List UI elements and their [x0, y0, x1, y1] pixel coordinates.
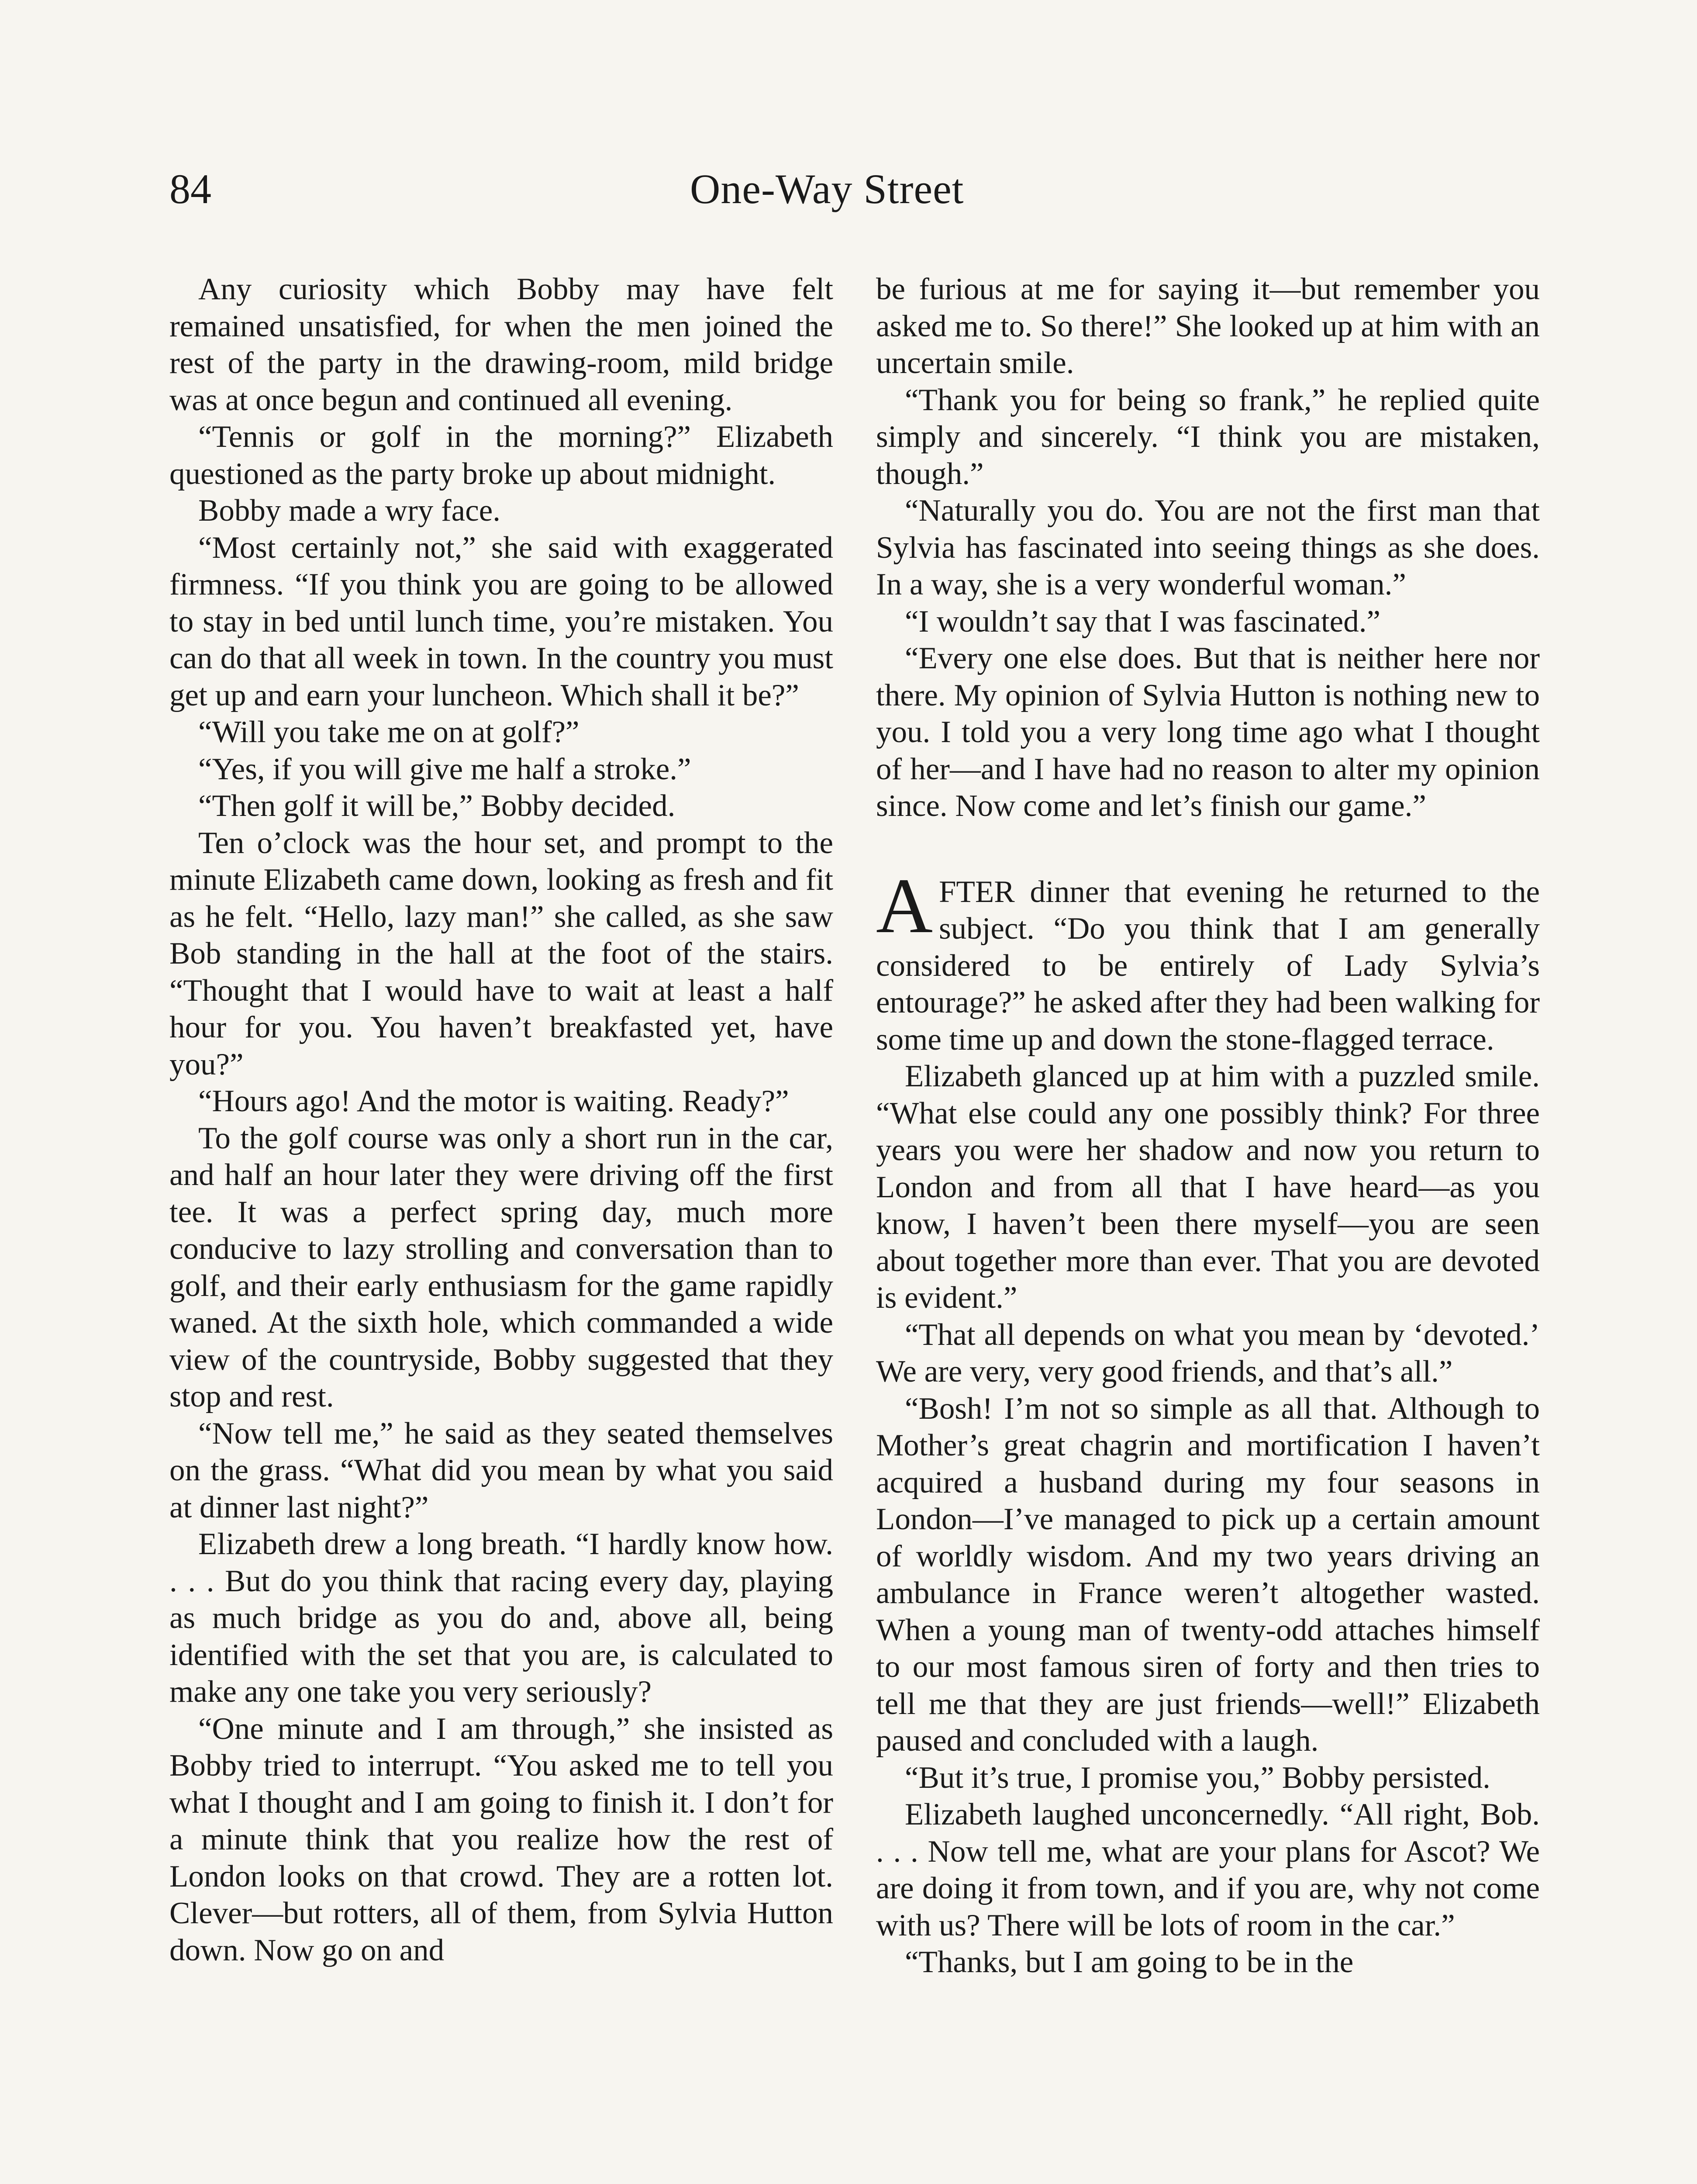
paragraph: “Thank you for being so frank,” he replied quite simply and sincerely. “I think you are mistaken, though.”: [876, 383, 1540, 491]
paragraph: “Bosh! I’m not so simple as all that. Although to Mother’s great chagrin and mortification I haven’t acquired a husband during my four seasons in London—I’ve managed to pick up a certain amount of worldly wisdom. And my two years driving an ambulance in France weren’t altogether wasted. When a young man of twenty-odd attaches himself to our most famous siren of forty and then tries to tell me that they are just friends—well!” Elizabeth paused and concluded with a laugh.: [876, 1391, 1540, 1758]
paragraph: To the golf course was only a short run in the car, and half an hour later they were driving off the first tee. It was a perfect spring day, much more conducive to lazy strolling and conversation than to golf, and their early enthusiasm for the game rapidly waned. At the sixth hole, which commanded a wide view of the countryside, Bobby suggested that they stop and rest.: [169, 1121, 833, 1413]
paragraph: “That all depends on what you mean by ‘devoted.’ We are very, very good friends, and that’s all.”: [876, 1317, 1540, 1389]
paragraph: Elizabeth glanced up at him with a puzzled smile. “What else could any one possibly think? For three years you were her shadow and now you return to London and from all that I have heard—as you know, I haven’t been there myself—you are seen about together more than ever. That you are devoted is evident.”: [876, 1059, 1540, 1315]
paragraph: “Now tell me,” he said as they seated themselves on the grass. “What did you mean by what you said at dinner last night?”: [169, 1416, 833, 1524]
paragraph: “I wouldn’t say that I was fascinated.”: [905, 604, 1380, 639]
paragraph: Bobby made a wry face.: [198, 494, 500, 528]
paragraph: “Naturally you do. You are not the first man that Sylvia has fascinated into seeing things as she does. In a way, she is a very wonderful woman.”: [876, 494, 1540, 601]
paragraph: “Yes, if you will give me half a stroke.”: [198, 752, 691, 786]
running-head: One-Way Street: [690, 166, 964, 212]
paragraph: “Most certainly not,” she said with exaggerated firmness. “If you think you are going to be allowed to stay in bed until lunch time, you’re mistaken. You can do that all week in town. In the country you must get up and earn your luncheon. Which shall it be?”: [169, 530, 833, 712]
left-column: [169, 271, 833, 1969]
drop-cap: A: [876, 862, 933, 949]
paragraph: “But it’s true, I promise you,” Bobby persisted.: [905, 1760, 1490, 1795]
paragraph: be furious at me for saying it—but remember you asked me to. So there!” She looked up at him with an uncertain smile.: [876, 272, 1540, 380]
paragraph: “Thanks, but I am going to be in the: [905, 1945, 1354, 1979]
paragraph: “Will you take me on at golf?”: [198, 715, 579, 749]
paragraph: Elizabeth drew a long breath. “I hardly know how. . . . But do you think that racing every day, playing as much bridge as you do and, above all, being identified with the set that you are, is calculated to make any one take you very seriously?: [169, 1527, 833, 1709]
paragraph: “Tennis or golf in the morning?” Elizabeth questioned as the party broke up about midnight.: [169, 420, 833, 491]
right-column: [876, 271, 1540, 1981]
paragraph: “Then golf it will be,” Bobby decided.: [198, 789, 676, 823]
paragraph: “One minute and I am through,” she insisted as Bobby tried to interrupt. “You asked me to tell you what I thought and I am going to finish it. I don’t for a minute think that you realize how the rest of London looks on that crowd. They are a rotten lot. Clever—but rotters, all of them, from Sylvia Hutton down. Now go on and: [169, 1711, 833, 1967]
paragraph: Any curiosity which Bobby may have felt remained unsatisfied, for when the men joined the rest of the party in the drawing-room, mild bridge was at once begun and continued all evening.: [169, 272, 833, 417]
paragraph: Ten o’clock was the hour set, and prompt to the minute Elizabeth came down, looking as fresh and fit as he felt. “Hello, lazy man!” she called, as she saw Bob standing in the hall at the foot of the stairs. “Thought that I would have to wait at least a half hour for you. You haven’t breakfasted yet, have you?”: [169, 826, 833, 1082]
section-opening-text: FTER dinner that evening he returned to the subject. “Do you think that I am generally considered to be entirely of Lady Sylvia’s entourage?” he asked after they had been walking for some time up and down the stone-flagged terrace.: [876, 874, 1540, 1057]
page-number: 84: [169, 166, 211, 212]
paragraph: Elizabeth laughed unconcernedly. “All right, Bob. . . . Now tell me, what are your plans for Ascot? We are doing it from town, and if you are, why not come with us? There will be lots of room in the car.”: [876, 1797, 1540, 1942]
paragraph: “Hours ago! And the motor is waiting. Ready?”: [198, 1084, 789, 1118]
section-break: [876, 825, 1540, 874]
section-opening-paragraph: [876, 862, 1540, 1058]
paragraph: “Every one else does. But that is neither here nor there. My opinion of Sylvia Hutton is nothing new to you. I told you a very long time ago what I thought of her—and I have had no reason to alter my opinion since. Now come and let’s finish our game.”: [876, 641, 1540, 823]
